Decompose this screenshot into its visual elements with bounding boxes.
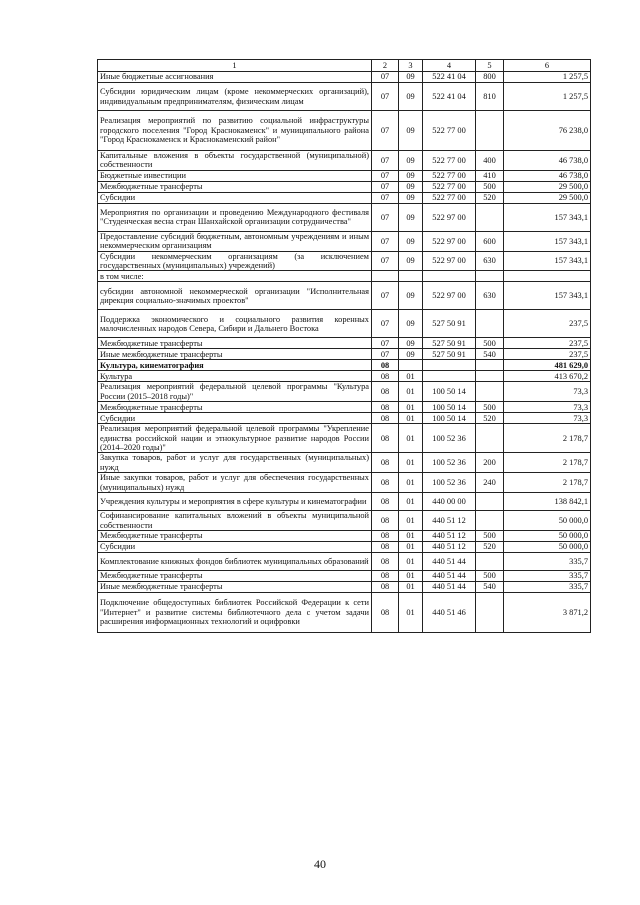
section-cell: 07 xyxy=(372,282,399,310)
subsection-cell: 09 xyxy=(399,72,423,83)
expense-type-cell: 520 xyxy=(476,413,504,424)
table-row xyxy=(98,170,591,181)
amount-cell: 138 842,1 xyxy=(504,493,591,511)
header-cell-2: 2 xyxy=(372,60,399,72)
row-name-cell: Комплектование книжных фондов библиотек муниципальных образований xyxy=(98,552,372,570)
section-cell: 07 xyxy=(372,310,399,338)
table-row xyxy=(98,231,591,251)
row-name-cell: Иные бюджетные ассигнования xyxy=(98,72,372,83)
row-name-cell: Иные межбюджетные трансферты xyxy=(98,349,372,360)
section-cell xyxy=(372,271,399,282)
target-article-cell: 522 77 00 xyxy=(423,111,476,151)
amount-cell: 237,5 xyxy=(504,338,591,349)
row-name-cell: Предоставление субсидий бюджетным, автономным учреждениям и иным некоммерческим организациям xyxy=(98,231,372,251)
amount-cell: 50 000,0 xyxy=(504,530,591,541)
subsection-cell: 09 xyxy=(399,282,423,310)
table-row xyxy=(98,382,591,402)
budget-table xyxy=(97,59,591,633)
row-name-cell: Иные закупки товаров, работ и услуг для обеспечения государственных (муниципальных) нужд xyxy=(98,473,372,493)
target-article-cell: 440 51 12 xyxy=(423,541,476,552)
table-row xyxy=(98,552,591,570)
subsection-cell xyxy=(399,360,423,371)
subsection-cell: 09 xyxy=(399,231,423,251)
amount-cell: 73,3 xyxy=(504,382,591,402)
row-name-cell: Межбюджетные трансферты xyxy=(98,402,372,413)
target-article-cell: 522 77 00 xyxy=(423,151,476,171)
table-row xyxy=(98,541,591,552)
table-row xyxy=(98,192,591,203)
expense-type-cell: 630 xyxy=(476,282,504,310)
table-body xyxy=(98,72,591,633)
table-row xyxy=(98,151,591,171)
section-cell: 07 xyxy=(372,151,399,171)
section-cell: 08 xyxy=(372,424,399,453)
row-name-cell: Субсидии некоммерческим организациям (за исключением государственных (муниципальных) учреждений) xyxy=(98,251,372,271)
expense-type-cell xyxy=(476,203,504,231)
amount-cell: 46 738,0 xyxy=(504,151,591,171)
row-name-cell: Межбюджетные трансферты xyxy=(98,338,372,349)
amount-cell: 2 178,7 xyxy=(504,473,591,493)
subsection-cell: 09 xyxy=(399,151,423,171)
section-cell: 07 xyxy=(372,231,399,251)
header-row xyxy=(98,60,591,72)
section-cell: 08 xyxy=(372,541,399,552)
section-cell: 08 xyxy=(372,371,399,382)
amount-cell: 157 343,1 xyxy=(504,203,591,231)
expense-type-cell: 400 xyxy=(476,151,504,171)
section-cell: 08 xyxy=(372,473,399,493)
subsection-cell: 01 xyxy=(399,570,423,581)
target-article-cell: 440 51 44 xyxy=(423,581,476,592)
subsection-cell: 01 xyxy=(399,552,423,570)
section-cell: 08 xyxy=(372,592,399,632)
target-article-cell: 440 51 12 xyxy=(423,530,476,541)
subsection-cell: 01 xyxy=(399,473,423,493)
amount-cell: 76 238,0 xyxy=(504,111,591,151)
expense-type-cell: 500 xyxy=(476,402,504,413)
row-name-cell: Реализация мероприятий по развитию социальной инфраструктуры городского поселения "Город Краснокаменск" и муниципального района "Город Краснокаменск и Краснокаменский район" xyxy=(98,111,372,151)
row-name-cell: Межбюджетные трансферты xyxy=(98,570,372,581)
amount-cell: 157 343,1 xyxy=(504,251,591,271)
header-cell-4: 4 xyxy=(423,60,476,72)
section-cell: 07 xyxy=(372,181,399,192)
target-article-cell: 100 50 14 xyxy=(423,382,476,402)
row-name-cell: Культура xyxy=(98,371,372,382)
amount-cell: 157 343,1 xyxy=(504,282,591,310)
target-article-cell: 100 50 14 xyxy=(423,413,476,424)
section-cell: 08 xyxy=(372,413,399,424)
subsection-cell: 01 xyxy=(399,581,423,592)
table-row xyxy=(98,310,591,338)
subsection-cell: 01 xyxy=(399,413,423,424)
section-cell: 07 xyxy=(372,111,399,151)
expense-type-cell xyxy=(476,493,504,511)
row-name-cell: Культура, кинематография xyxy=(98,360,372,371)
target-article-cell: 522 97 00 xyxy=(423,251,476,271)
amount-cell: 335,7 xyxy=(504,581,591,592)
expense-type-cell: 540 xyxy=(476,581,504,592)
row-name-cell: в том числе: xyxy=(98,271,372,282)
subsection-cell: 09 xyxy=(399,251,423,271)
subsection-cell: 09 xyxy=(399,310,423,338)
table-row xyxy=(98,413,591,424)
section-cell: 07 xyxy=(372,338,399,349)
expense-type-cell xyxy=(476,424,504,453)
table-row xyxy=(98,181,591,192)
table-row xyxy=(98,581,591,592)
amount-cell: 2 178,7 xyxy=(504,453,591,473)
target-article-cell: 522 77 00 xyxy=(423,192,476,203)
amount-cell: 413 670,2 xyxy=(504,371,591,382)
expense-type-cell xyxy=(476,511,504,531)
target-article-cell: 522 41 04 xyxy=(423,83,476,111)
amount-cell: 50 000,0 xyxy=(504,511,591,531)
target-article-cell: 527 50 91 xyxy=(423,310,476,338)
amount-cell: 335,7 xyxy=(504,570,591,581)
subsection-cell xyxy=(399,271,423,282)
subsection-cell: 01 xyxy=(399,402,423,413)
amount-cell: 29 500,0 xyxy=(504,181,591,192)
target-article-cell xyxy=(423,371,476,382)
expense-type-cell: 500 xyxy=(476,338,504,349)
target-article-cell: 100 52 36 xyxy=(423,453,476,473)
target-article-cell: 440 51 44 xyxy=(423,552,476,570)
header-cell-3: 3 xyxy=(399,60,423,72)
row-name-cell: Субсидии юридическим лицам (кроме некоммерческих организаций), индивидуальным предпринимателям, физическим лицам xyxy=(98,83,372,111)
table-row xyxy=(98,349,591,360)
section-cell: 08 xyxy=(372,530,399,541)
target-article-cell xyxy=(423,271,476,282)
subsection-cell: 01 xyxy=(399,511,423,531)
table-row xyxy=(98,282,591,310)
amount-cell: 481 629,0 xyxy=(504,360,591,371)
section-cell: 08 xyxy=(372,552,399,570)
row-name-cell: Реализация мероприятий федеральной целевой программы "Культура России (2015–2018 годы)" xyxy=(98,382,372,402)
table-row xyxy=(98,473,591,493)
subsection-cell: 09 xyxy=(399,111,423,151)
amount-cell: 29 500,0 xyxy=(504,192,591,203)
header-cell-6: 6 xyxy=(504,60,591,72)
target-article-cell: 527 50 91 xyxy=(423,338,476,349)
amount-cell: 2 178,7 xyxy=(504,424,591,453)
target-article-cell: 100 50 14 xyxy=(423,402,476,413)
table-row xyxy=(98,338,591,349)
subsection-cell: 09 xyxy=(399,83,423,111)
row-name-cell: Субсидии xyxy=(98,413,372,424)
expense-type-cell: 810 xyxy=(476,83,504,111)
amount-cell: 157 343,1 xyxy=(504,231,591,251)
subsection-cell: 09 xyxy=(399,170,423,181)
section-cell: 08 xyxy=(372,382,399,402)
row-name-cell: Мероприятия по организации и проведению Международного фестиваля "Студенческая весна стран Шанхайской организации сотрудничества" xyxy=(98,203,372,231)
subsection-cell: 01 xyxy=(399,382,423,402)
table-row xyxy=(98,83,591,111)
subsection-cell: 01 xyxy=(399,530,423,541)
target-article-cell: 522 77 00 xyxy=(423,170,476,181)
row-name-cell: Софинансирование капитальных вложений в объекты муниципальной собственности xyxy=(98,511,372,531)
amount-cell xyxy=(504,271,591,282)
subsection-cell: 01 xyxy=(399,592,423,632)
table-row xyxy=(98,203,591,231)
target-article-cell: 440 51 12 xyxy=(423,511,476,531)
amount-cell: 237,5 xyxy=(504,349,591,360)
target-article-cell: 527 50 91 xyxy=(423,349,476,360)
amount-cell: 46 738,0 xyxy=(504,170,591,181)
expense-type-cell: 600 xyxy=(476,231,504,251)
expense-type-cell: 240 xyxy=(476,473,504,493)
table-row xyxy=(98,72,591,83)
table-row xyxy=(98,511,591,531)
expense-type-cell: 540 xyxy=(476,349,504,360)
amount-cell: 1 257,5 xyxy=(504,83,591,111)
expense-type-cell xyxy=(476,592,504,632)
table-row xyxy=(98,530,591,541)
expense-type-cell: 500 xyxy=(476,530,504,541)
table-row xyxy=(98,371,591,382)
amount-cell: 3 871,2 xyxy=(504,592,591,632)
amount-cell: 1 257,5 xyxy=(504,72,591,83)
row-name-cell: Подключение общедоступных библиотек Российской Федерации к сети "Интернет" и развитие системы библиотечного дела с учетом задачи расширения информационных технологий и оцифровки xyxy=(98,592,372,632)
row-name-cell: Реализация мероприятий федеральной целевой программы "Укрепление единства российской нации и этнокультурное развитие народов России (2014–2020 годы)" xyxy=(98,424,372,453)
table-row xyxy=(98,111,591,151)
row-name-cell: Закупка товаров, работ и услуг для государственных (муниципальных) нужд xyxy=(98,453,372,473)
table-row xyxy=(98,570,591,581)
section-cell: 07 xyxy=(372,203,399,231)
row-name-cell: Межбюджетные трансферты xyxy=(98,181,372,192)
amount-cell: 50 000,0 xyxy=(504,541,591,552)
expense-type-cell: 500 xyxy=(476,181,504,192)
section-cell: 08 xyxy=(372,493,399,511)
expense-type-cell xyxy=(476,111,504,151)
expense-type-cell: 500 xyxy=(476,570,504,581)
section-cell: 07 xyxy=(372,72,399,83)
table-row xyxy=(98,453,591,473)
expense-type-cell: 200 xyxy=(476,453,504,473)
table-row xyxy=(98,251,591,271)
amount-cell: 335,7 xyxy=(504,552,591,570)
target-article-cell: 522 41 04 xyxy=(423,72,476,83)
expense-type-cell: 520 xyxy=(476,192,504,203)
target-article-cell: 440 51 44 xyxy=(423,570,476,581)
expense-type-cell: 520 xyxy=(476,541,504,552)
expense-type-cell: 410 xyxy=(476,170,504,181)
table-row xyxy=(98,402,591,413)
subsection-cell: 09 xyxy=(399,181,423,192)
section-cell: 08 xyxy=(372,570,399,581)
header-cell-1: 1 xyxy=(98,60,372,72)
row-name-cell: Поддержка экономического и социального развития коренных малочисленных народов Севера, Сибири и Дальнего Востока xyxy=(98,310,372,338)
section-cell: 07 xyxy=(372,349,399,360)
subsection-cell: 01 xyxy=(399,424,423,453)
table-row xyxy=(98,271,591,282)
section-cell: 07 xyxy=(372,192,399,203)
row-name-cell: Капитальные вложения в объекты государственной (муниципальной) собственности xyxy=(98,151,372,171)
row-name-cell: Иные межбюджетные трансферты xyxy=(98,581,372,592)
target-article-cell: 440 51 46 xyxy=(423,592,476,632)
subsection-cell: 09 xyxy=(399,349,423,360)
amount-cell: 73,3 xyxy=(504,402,591,413)
section-cell: 08 xyxy=(372,453,399,473)
expense-type-cell xyxy=(476,310,504,338)
row-name-cell: субсидии автономной некоммерческой организации "Исполнительная дирекция социально-значимых проектов" xyxy=(98,282,372,310)
target-article-cell: 522 77 00 xyxy=(423,181,476,192)
header-cell-5: 5 xyxy=(476,60,504,72)
amount-cell: 237,5 xyxy=(504,310,591,338)
subsection-cell: 09 xyxy=(399,338,423,349)
expense-type-cell xyxy=(476,552,504,570)
target-article-cell: 522 97 00 xyxy=(423,231,476,251)
target-article-cell: 100 52 36 xyxy=(423,424,476,453)
expense-type-cell xyxy=(476,271,504,282)
expense-type-cell: 630 xyxy=(476,251,504,271)
table-row xyxy=(98,592,591,632)
section-cell: 08 xyxy=(372,511,399,531)
expense-type-cell xyxy=(476,382,504,402)
row-name-cell: Субсидии xyxy=(98,541,372,552)
row-name-cell: Учреждения культуры и мероприятия в сфере культуры и кинематографии xyxy=(98,493,372,511)
target-article-cell: 522 97 00 xyxy=(423,203,476,231)
expense-type-cell xyxy=(476,371,504,382)
subsection-cell: 09 xyxy=(399,192,423,203)
target-article-cell: 522 97 00 xyxy=(423,282,476,310)
subsection-cell: 01 xyxy=(399,453,423,473)
row-name-cell: Межбюджетные трансферты xyxy=(98,530,372,541)
target-article-cell xyxy=(423,360,476,371)
table-row xyxy=(98,493,591,511)
subsection-cell: 01 xyxy=(399,541,423,552)
section-cell: 07 xyxy=(372,170,399,181)
expense-type-cell xyxy=(476,360,504,371)
table-row xyxy=(98,360,591,371)
amount-cell: 73,3 xyxy=(504,413,591,424)
row-name-cell: Бюджетные инвестиции xyxy=(98,170,372,181)
row-name-cell: Субсидии xyxy=(98,192,372,203)
subsection-cell: 09 xyxy=(399,203,423,231)
page-number: 40 xyxy=(314,857,326,871)
expense-type-cell: 800 xyxy=(476,72,504,83)
subsection-cell: 01 xyxy=(399,371,423,382)
table-row xyxy=(98,424,591,453)
section-cell: 08 xyxy=(372,402,399,413)
section-cell: 07 xyxy=(372,251,399,271)
target-article-cell: 100 52 36 xyxy=(423,473,476,493)
target-article-cell: 440 00 00 xyxy=(423,493,476,511)
subsection-cell: 01 xyxy=(399,493,423,511)
section-cell: 07 xyxy=(372,83,399,111)
section-cell: 08 xyxy=(372,360,399,371)
section-cell: 08 xyxy=(372,581,399,592)
